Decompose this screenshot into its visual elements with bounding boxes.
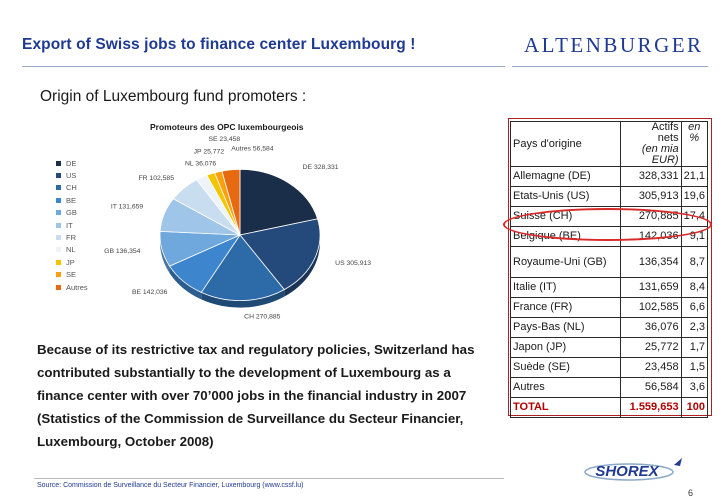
table-cell-pct: 19,6 <box>681 187 707 207</box>
pie-data-label: Autres 56,584 <box>231 145 274 153</box>
legend-item <box>56 231 114 243</box>
legend-item <box>56 281 114 293</box>
legend-label: JP <box>66 257 75 267</box>
table-cell-country: France (FR) <box>511 298 621 318</box>
table-cell-value: 1.559,653 <box>621 398 681 418</box>
table-cell-value: 102,585 <box>621 298 681 318</box>
table-cell-pct: 6,6 <box>681 298 707 318</box>
legend-label: US <box>66 171 77 181</box>
pie-data-label: DE 328,331 <box>302 163 339 171</box>
legend-swatch <box>56 223 61 228</box>
legend-item <box>56 256 114 268</box>
table-cell-country: Royaume-Uni (GB) <box>511 247 621 278</box>
legend-item <box>56 157 114 169</box>
legend-item <box>56 219 114 231</box>
legend-label: NL <box>66 245 76 255</box>
table-cell-country: Allemagne (DE) <box>511 167 621 187</box>
legend-swatch <box>56 173 61 178</box>
legend-swatch <box>56 198 61 203</box>
table-cell-country: Italie (IT) <box>511 278 621 298</box>
table-cell-pct: 8,7 <box>681 247 707 278</box>
table-cell-pct: 21,1 <box>681 167 707 187</box>
table-cell-pct: 2,3 <box>681 318 707 338</box>
legend-label: BE <box>66 195 77 205</box>
table-cell-country: TOTAL <box>511 398 621 418</box>
legend-item <box>56 207 114 219</box>
legend-swatch <box>56 235 61 240</box>
table-cell-country: Suède (SE) <box>511 358 621 378</box>
legend-label: CH <box>66 183 77 193</box>
legend-label: GB <box>66 208 77 218</box>
promoters-table <box>510 121 708 418</box>
shorex-logo <box>582 457 692 487</box>
table-row <box>511 298 708 318</box>
table-cell-pct: 8,4 <box>681 278 707 298</box>
altenburger-logo: ALTENBURGER <box>524 33 704 57</box>
swiss-row-highlight <box>503 208 712 241</box>
legend-item <box>56 182 114 194</box>
table-cell-pct: 3,6 <box>681 378 707 398</box>
table-cell-value: 136,354 <box>621 247 681 278</box>
legend-label: Autres <box>66 282 88 292</box>
title-divider <box>22 66 505 67</box>
shorex-logo-text: SHOREX <box>595 463 659 480</box>
table-cell-country: Autres <box>511 378 621 398</box>
legend-swatch <box>56 260 61 265</box>
legend-swatch <box>56 247 61 252</box>
source-note: Source: Commission de Surveillance du Secteur Financier, Luxembourg (www.cssf.lu) <box>37 482 304 489</box>
header-assets <box>621 122 681 167</box>
slide-title: Export of Swiss jobs to finance center Luxembourg ! <box>22 36 416 53</box>
table-cell-country: Etats-Unis (US) <box>511 187 621 207</box>
table-cell-pct: 1,7 <box>681 338 707 358</box>
table-row <box>511 247 708 278</box>
table-cell-value: 56,584 <box>621 378 681 398</box>
chart-legend <box>56 157 114 293</box>
legend-swatch <box>56 161 61 166</box>
table-cell-value: 305,913 <box>621 187 681 207</box>
table-row <box>511 318 708 338</box>
page-number: 6 <box>688 488 694 498</box>
header-pct <box>681 122 707 167</box>
legend-swatch <box>56 210 61 215</box>
brand-divider <box>512 66 708 67</box>
header-country: Pays d'origine <box>511 122 621 167</box>
legend-swatch <box>56 285 61 290</box>
legend-label: FR <box>66 233 76 243</box>
chart-title: Promoteurs des OPC luxembourgeois <box>150 122 304 132</box>
header-assets-unit: (en mia <box>641 143 679 155</box>
pie-data-label: GB 136,354 <box>104 248 141 256</box>
table-cell-pct: 1,5 <box>681 358 707 378</box>
table-cell-value: 131,659 <box>621 278 681 298</box>
legend-label: SE <box>66 270 77 280</box>
table-row <box>511 338 708 358</box>
table-row <box>511 278 708 298</box>
table-row <box>511 358 708 378</box>
table-cell-country: Suisse (CH) <box>511 207 621 227</box>
table-cell-value: 25,772 <box>621 338 681 358</box>
table-cell-pct: 100 <box>681 398 707 418</box>
table-row <box>511 187 708 207</box>
table-cell-country: Pays-Bas (NL) <box>511 318 621 338</box>
table-cell-pct: 9,1 <box>681 227 707 247</box>
pie-data-label: FR 102,585 <box>138 175 175 183</box>
pie-data-label: US 305,913 <box>335 260 372 268</box>
table-cell-value: 270,885 <box>621 207 681 227</box>
table-cell-value: 23,458 <box>621 358 681 378</box>
legend-label: DE <box>66 158 77 168</box>
pie-data-label: IT 131,659 <box>110 203 144 211</box>
header-assets-label: Actifs <box>651 121 679 133</box>
header-assets-label-2: nets <box>657 132 679 144</box>
header-assets-unit-2: EUR) <box>651 154 679 166</box>
table-cell-country: Belgique (BE) <box>511 227 621 247</box>
pie-data-label: CH 270,885 <box>244 313 281 321</box>
table-cell-value: 142,036 <box>621 227 681 247</box>
table-row <box>511 167 708 187</box>
section-subtitle: Origin of Luxembourg fund promoters : <box>40 88 307 105</box>
summary-paragraph: Because of its restrictive tax and regulatory policies, Switzerland has contributed substantially to the development of Luxembourg as a finance center with over 70’000 jobs in the financial industry in 2007 (Statistics of the Commission de Surveillance du Secteur Financier, Luxembourg, October 2008) <box>37 342 475 449</box>
pie-data-label: JP 25,772 <box>193 148 225 156</box>
table-row <box>511 378 708 398</box>
table-total-row <box>511 398 708 418</box>
pie-data-label: BE 142,036 <box>131 288 168 296</box>
header-pct-en: en <box>688 121 701 133</box>
legend-item <box>56 244 114 256</box>
legend-swatch <box>56 185 61 190</box>
header-pct-sym: % <box>689 132 700 144</box>
legend-item <box>56 194 114 206</box>
pie-data-label: NL 36,076 <box>185 160 217 168</box>
table-cell-pct: 17,4 <box>681 207 707 227</box>
pie-data-label: SE 23,458 <box>208 135 241 143</box>
table-cell-value: 36,076 <box>621 318 681 338</box>
legend-swatch <box>56 272 61 277</box>
table-header-row <box>511 122 708 167</box>
legend-item <box>56 269 114 281</box>
legend-item <box>56 169 114 181</box>
legend-label: IT <box>66 220 73 230</box>
table-cell-country: Japon (JP) <box>511 338 621 358</box>
table-cell-value: 328,331 <box>621 167 681 187</box>
footer-divider <box>34 478 504 479</box>
